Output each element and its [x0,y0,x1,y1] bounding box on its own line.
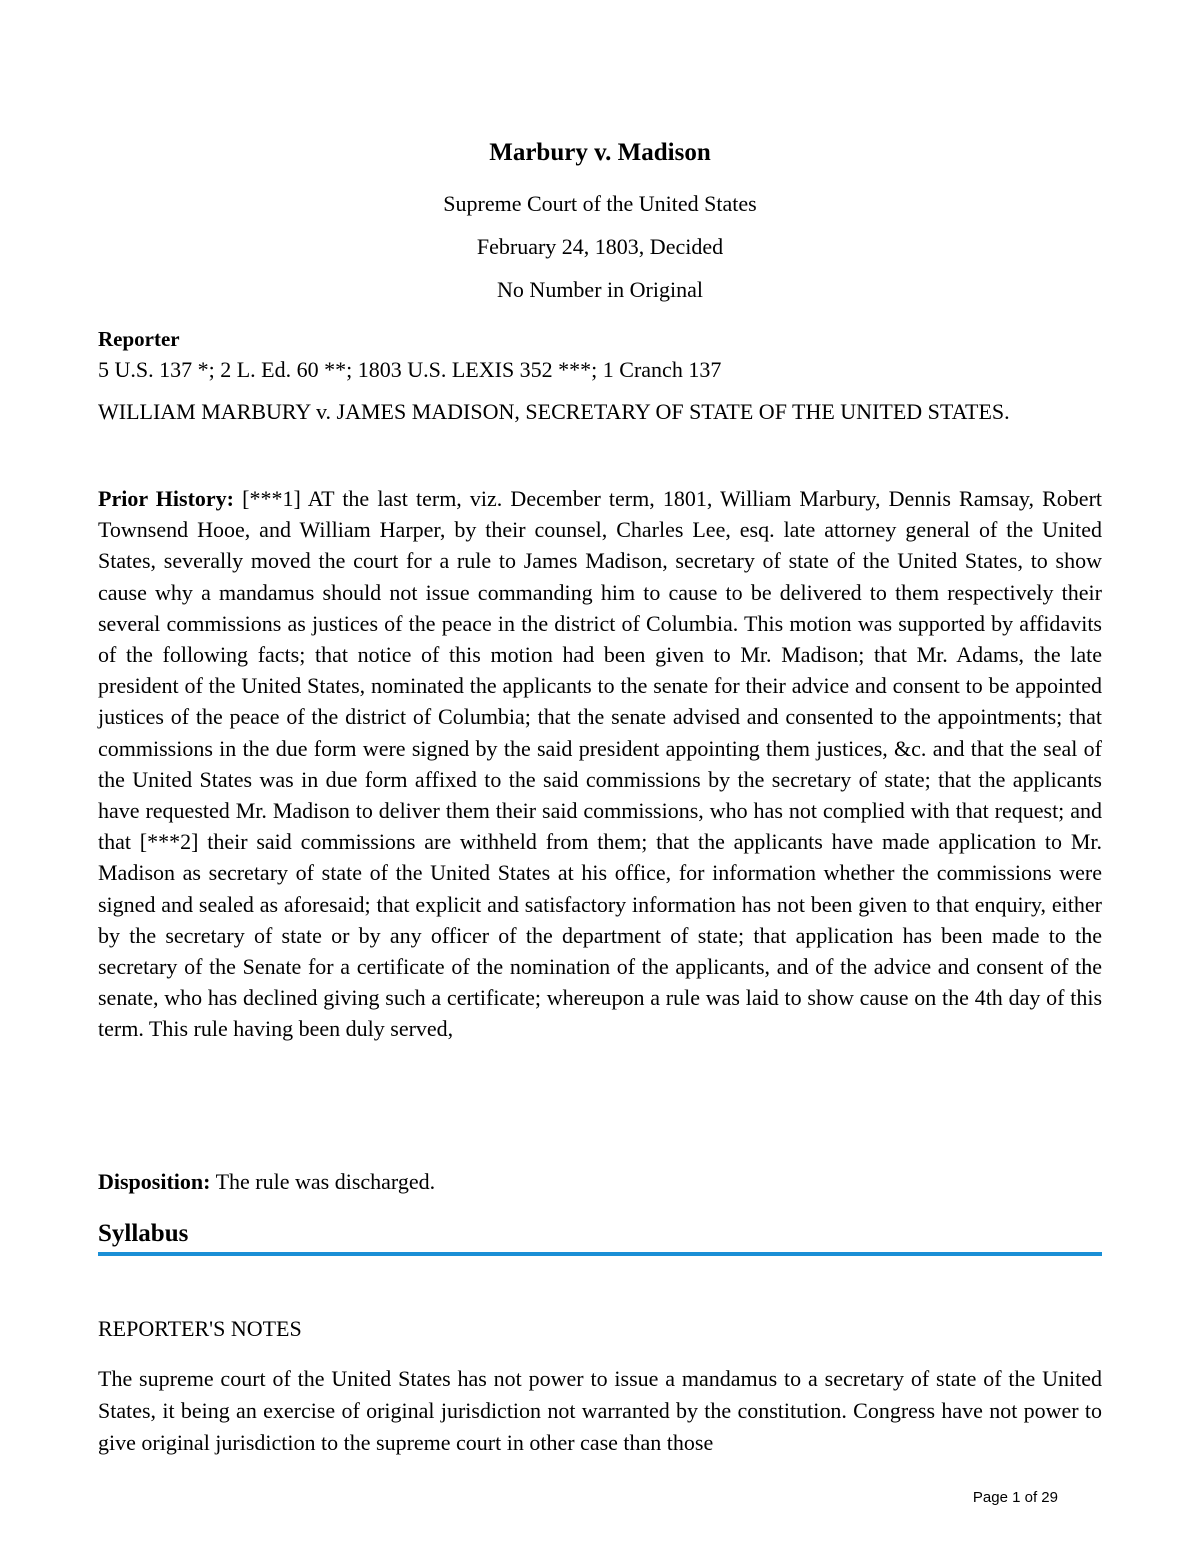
decision-date: February 24, 1803, Decided [476,234,724,259]
case-caption: WILLIAM MARBURY v. JAMES MADISON, SECRETARY OF STATE OF THE UNITED STATES. [98,399,1010,424]
reporters-notes-text: The supreme court of the United States has not power to issue a mandamus to a secretary of state of the United States, it being an exercise of original jurisdiction not warranted by the constitution. Congress have not power to give original jurisdiction to the supreme court in other case than those [98,1366,1102,1455]
disposition-paragraph [98,1166,1102,1197]
disposition-label: Disposition: [98,1169,211,1194]
syllabus-heading: Syllabus [98,1220,189,1247]
docket-number: No Number in Original [497,277,703,302]
prior-history-text-part-1: [***1] AT the last term, viz. December term, 1801, William Marbury, Dennis Ramsay, Robert Townsend Hooe, and William Harper, by their counsel, Charles Lee, esq. late attorney general of the United States, severally moved the court for a rule to James Madison, secretary of state of the United States, to show cause why a mandamus should not issue commanding him to cause to be delivered to them respectively their several commissions as justices of the peace in the district of Columbia. This motion was supported by affidavits of the following facts; that notice of this motion had been given to Mr. Madison; that Mr. Adams, the late president of the United States, nominated the applicants to the senate for their advice and consent to be appointed justices of the peace of the district of Columbia; that the senate advised and consented to the appointments; that commissions in the due form were signed by the said president appointing them justices, &c. and that the seal of the United States was in due form affixed to the said commissions by the secretary of state; that the applicants have requested Mr. Madison to deliver them their said commissions, who has not complied with that request; and that [98,486,1103,855]
court-name: Supreme Court of the United States [443,191,757,216]
reporters-notes-title: REPORTER'S NOTES [98,1316,302,1341]
disposition-text: The rule was discharged. [215,1169,436,1194]
case-title: Marbury v. Madison [489,139,711,166]
prior-history-paragraph [98,483,1102,1045]
reporter-citation: 5 U.S. 137 *; 2 L. Ed. 60 **; 1803 U.S. LEXIS 352 ***; 1 Cranch 137 [98,357,722,382]
reporter-label: Reporter [98,327,180,351]
prior-history-label: Prior History: [98,486,235,511]
syllabus-divider [98,1252,1102,1256]
prior-history-text-part-2: [***2] their said commissions are withheld from them; that the applicants have made application to Mr. Madison as secretary of state of the United States at his office, for information whether the commissions were signed and sealed as aforesaid; that explicit and satisfactory information has not been given to that enquiry, either by the secretary of state or by any officer of the department of state; that application has been made to the secretary of the Senate for a certificate of the nomination of the applicants, and of the advice and consent of the senate, who has declined giving such a certificate; whereupon a rule was laid to show cause on the 4th day of this term. This rule having been duly served, [98,829,1102,1042]
page-number: Page 1 of 29 [972,1489,1058,1506]
